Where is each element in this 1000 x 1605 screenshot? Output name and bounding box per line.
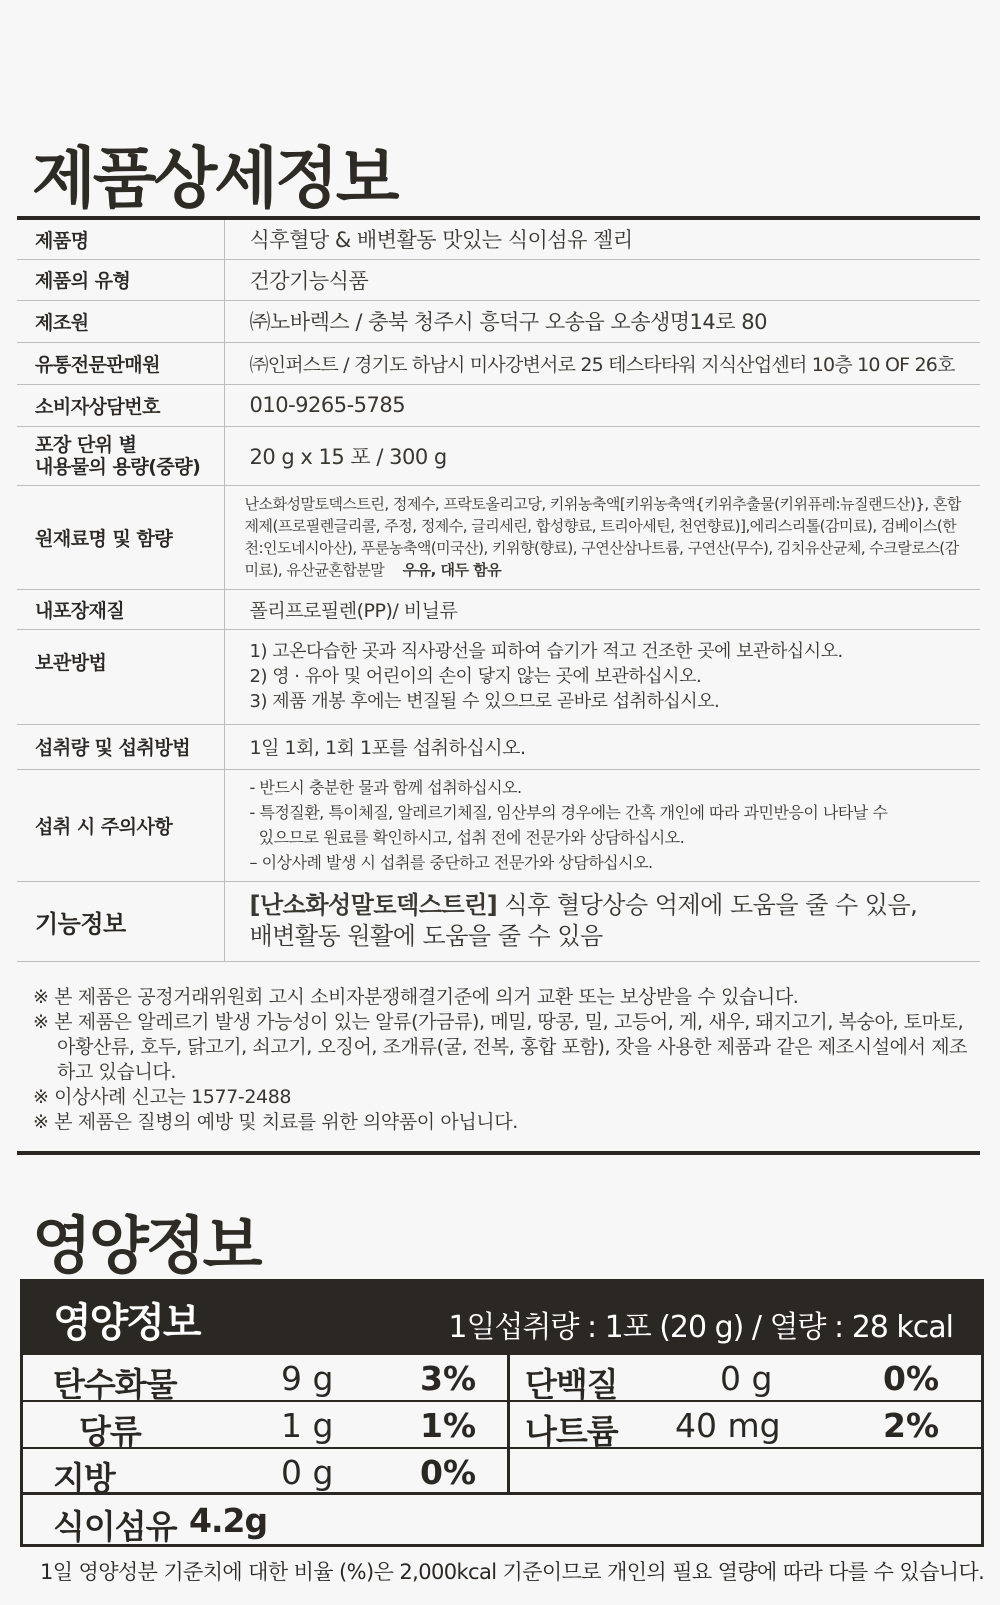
nutrient-percent: 2% <box>883 1406 940 1445</box>
info-row-package <box>17 426 980 485</box>
serving-info: 1일섭취량 : 1포 (20 g) / 열량 : 28 kcal <box>448 1310 953 1345</box>
nutrient-row <box>23 1402 981 1449</box>
row-label: 제품명 <box>17 218 224 259</box>
row-label: 보관방법 <box>17 629 224 724</box>
column-divider <box>507 1355 510 1495</box>
info-row-type <box>17 259 980 300</box>
fiber-name: 식이섬유 <box>53 1507 177 1546</box>
row-label: 내포장재질 <box>17 589 224 629</box>
info-row-material <box>17 589 980 629</box>
nutrition-table <box>20 1279 984 1547</box>
caution-line: - 반드시 충분한 물과 함께 섭취하십시오. <box>249 778 522 797</box>
nutrient-percent: 0% <box>883 1359 940 1398</box>
notice-item: ※ 본 제품은 공정거래위원회 고시 소비자분쟁해결기준에 의거 교환 또는 보상받을 수 있습니다. <box>33 986 799 1008</box>
row-label-line1: 포장 단위 별 <box>35 433 137 456</box>
nutrient-amount: 40 mg <box>675 1406 781 1445</box>
row-label: 제조원 <box>17 300 224 342</box>
storage-line: 2) 영 · 유아 및 어린이의 손이 닿지 않는 곳에 보관하십시오. <box>249 666 702 687</box>
row-label: 소비자상담번호 <box>17 384 224 426</box>
notice-item: ※ 본 제품은 질병의 예방 및 치료를 위한 의약품이 아닙니다. <box>33 1111 518 1133</box>
info-row-ingredients <box>17 485 980 589</box>
allergen-text: 우유, 대두 함유 <box>402 561 502 579</box>
nutrition-section-title: 영양정보 <box>32 1209 260 1282</box>
row-value <box>224 881 980 961</box>
nutrient-amount: 0 g <box>720 1359 773 1398</box>
nutrient-percent: 3% <box>420 1359 477 1398</box>
info-row-storage <box>17 629 980 724</box>
nutrient-name: 나트륨 <box>525 1412 618 1451</box>
function-text: 식후 혈당상승 억제에 도움을 줄 수 있음, <box>497 891 918 919</box>
nutrient-name: 단백질 <box>525 1365 618 1404</box>
caution-line: - 특정질환, 특이체질, 알레르기체질, 임산부의 경우에는 간혹 개인에 따라 과민반응이 나타날 수 <box>249 803 888 822</box>
function-ingredient: [난소화성말토덱스트린] <box>249 891 498 919</box>
row-label: 유통전문판매원 <box>17 342 224 384</box>
nutrient-amount: 9 g <box>281 1359 334 1398</box>
nutrient-percent: 1% <box>420 1406 477 1445</box>
storage-line: 1) 고온다습한 곳과 직사광선을 피하여 습기가 적고 건조한 곳에 보관하십시오. <box>249 641 843 662</box>
row-value <box>224 769 980 881</box>
nutrient-percent: 0% <box>420 1453 477 1492</box>
row-label: 섭취 시 주의사항 <box>17 769 224 881</box>
nutrition-header-title: 영양정보 <box>53 1300 200 1346</box>
nutrient-amount: 1 g <box>281 1406 334 1445</box>
info-row-name <box>17 218 980 259</box>
info-row-phone <box>17 384 980 426</box>
nutrient-row <box>23 1355 981 1402</box>
row-value <box>224 629 980 724</box>
info-row-caution <box>17 769 980 881</box>
row-value: ㈜노바렉스 / 충북 청주시 흥덕구 오송읍 오송생명14로 80 <box>224 300 980 342</box>
nutrient-name: 지방 <box>53 1459 115 1498</box>
product-detail-title: 제품상세정보 <box>32 140 397 217</box>
row-value: 1일 1회, 1회 1포를 섭취하십시오. <box>224 724 980 769</box>
fiber-row <box>23 1495 981 1544</box>
section-divider <box>17 1151 980 1155</box>
function-text-line2: 배변활동 원활에 도움을 줄 수 있음 <box>249 922 603 950</box>
row-label: 섭취량 및 섭취방법 <box>17 724 224 769</box>
storage-line: 3) 제품 개봉 후에는 변질될 수 있으므로 곧바로 섭취하십시오. <box>249 691 720 712</box>
nutrient-name: 당류 <box>79 1412 141 1451</box>
notice-list <box>33 985 973 1135</box>
row-label: 기능정보 <box>17 881 224 961</box>
nutrition-header <box>23 1282 981 1355</box>
caution-line: – 이상사례 발생 시 섭취를 중단하고 전문가와 상담하십시오. <box>249 853 653 872</box>
row-label: 제품의 유형 <box>17 259 224 300</box>
info-row-manufacturer <box>17 300 980 342</box>
row-value: 건강기능식품 <box>224 259 980 300</box>
row-value: ㈜인퍼스트 / 경기도 하남시 미사강변서로 25 테스타타워 지식산업센터 10층 10 OF 26호 <box>224 342 980 384</box>
nutrient-name: 탄수화물 <box>53 1365 177 1404</box>
fiber-amount: 4.2g <box>189 1501 268 1540</box>
row-label <box>17 426 224 485</box>
nutrient-amount: 0 g <box>281 1453 334 1492</box>
info-row-function <box>17 881 980 961</box>
notice-item: ※ 이상사례 신고는 1577-2488 <box>33 1086 292 1108</box>
row-value: 010-9265-5785 <box>224 384 980 426</box>
nutrition-footnote: 1일 영양성분 기준치에 대한 비율 (%)은 2,000kcal 기준이므로 개인의 필요 열량에 따라 다를 수 있습니다. <box>40 1560 985 1584</box>
notice-item: ※ 본 제품은 알레르기 발생 가능성이 있는 알류(가금류), 메밀, 땅콩, 밀, 고등어, 게, 새우, 돼지고기, 복숭아, 토마토, 아황산류, 호두, 닭고기, 쇠고기, 오징어, 조개류(굴, 전복, 홍합 포함), 잣을 사용한 제품과 같은 제조시설에서 제조하고 있습니다. <box>33 1011 968 1083</box>
caution-line: 있으므로 원료를 확인하시고, 섭취 전에 전문가와 상담하십시오. <box>249 828 685 847</box>
row-value: 폴리프로필렌(PP)/ 비닐류 <box>224 589 980 629</box>
product-info-table <box>17 216 980 962</box>
ingredients-text: 난소화성말토덱스트린, 정제수, 프락토올리고당, 키위농축액[키위농축액{키위추출물(키위퓨레:뉴질랜드산)}, 혼합제제(프로필렌글리콜, 주정, 정제수, 글리세린, 합성향료, 트리아세틴, 천연향료)],에리스리톨(감미료), 검베이스(한천:인도네시아산), 푸룬농축액(미국산), 키위향(향료), 구연산삼나트륨, 구연산(무수), 김치유산균체, 수크랄로스(감미료), 유산균혼합분말 <box>244 495 961 579</box>
row-value <box>224 485 980 589</box>
info-row-intake <box>17 724 980 769</box>
info-row-distributor <box>17 342 980 384</box>
row-value: 20 g x 15 포 / 300 g <box>224 426 980 485</box>
row-value: 식후혈당 & 배변활동 맛있는 식이섬유 젤리 <box>224 218 980 259</box>
nutrient-row <box>23 1449 981 1498</box>
row-label-line2: 내용물의 용량(중량) <box>35 455 201 478</box>
row-label: 원재료명 및 함량 <box>17 485 224 589</box>
